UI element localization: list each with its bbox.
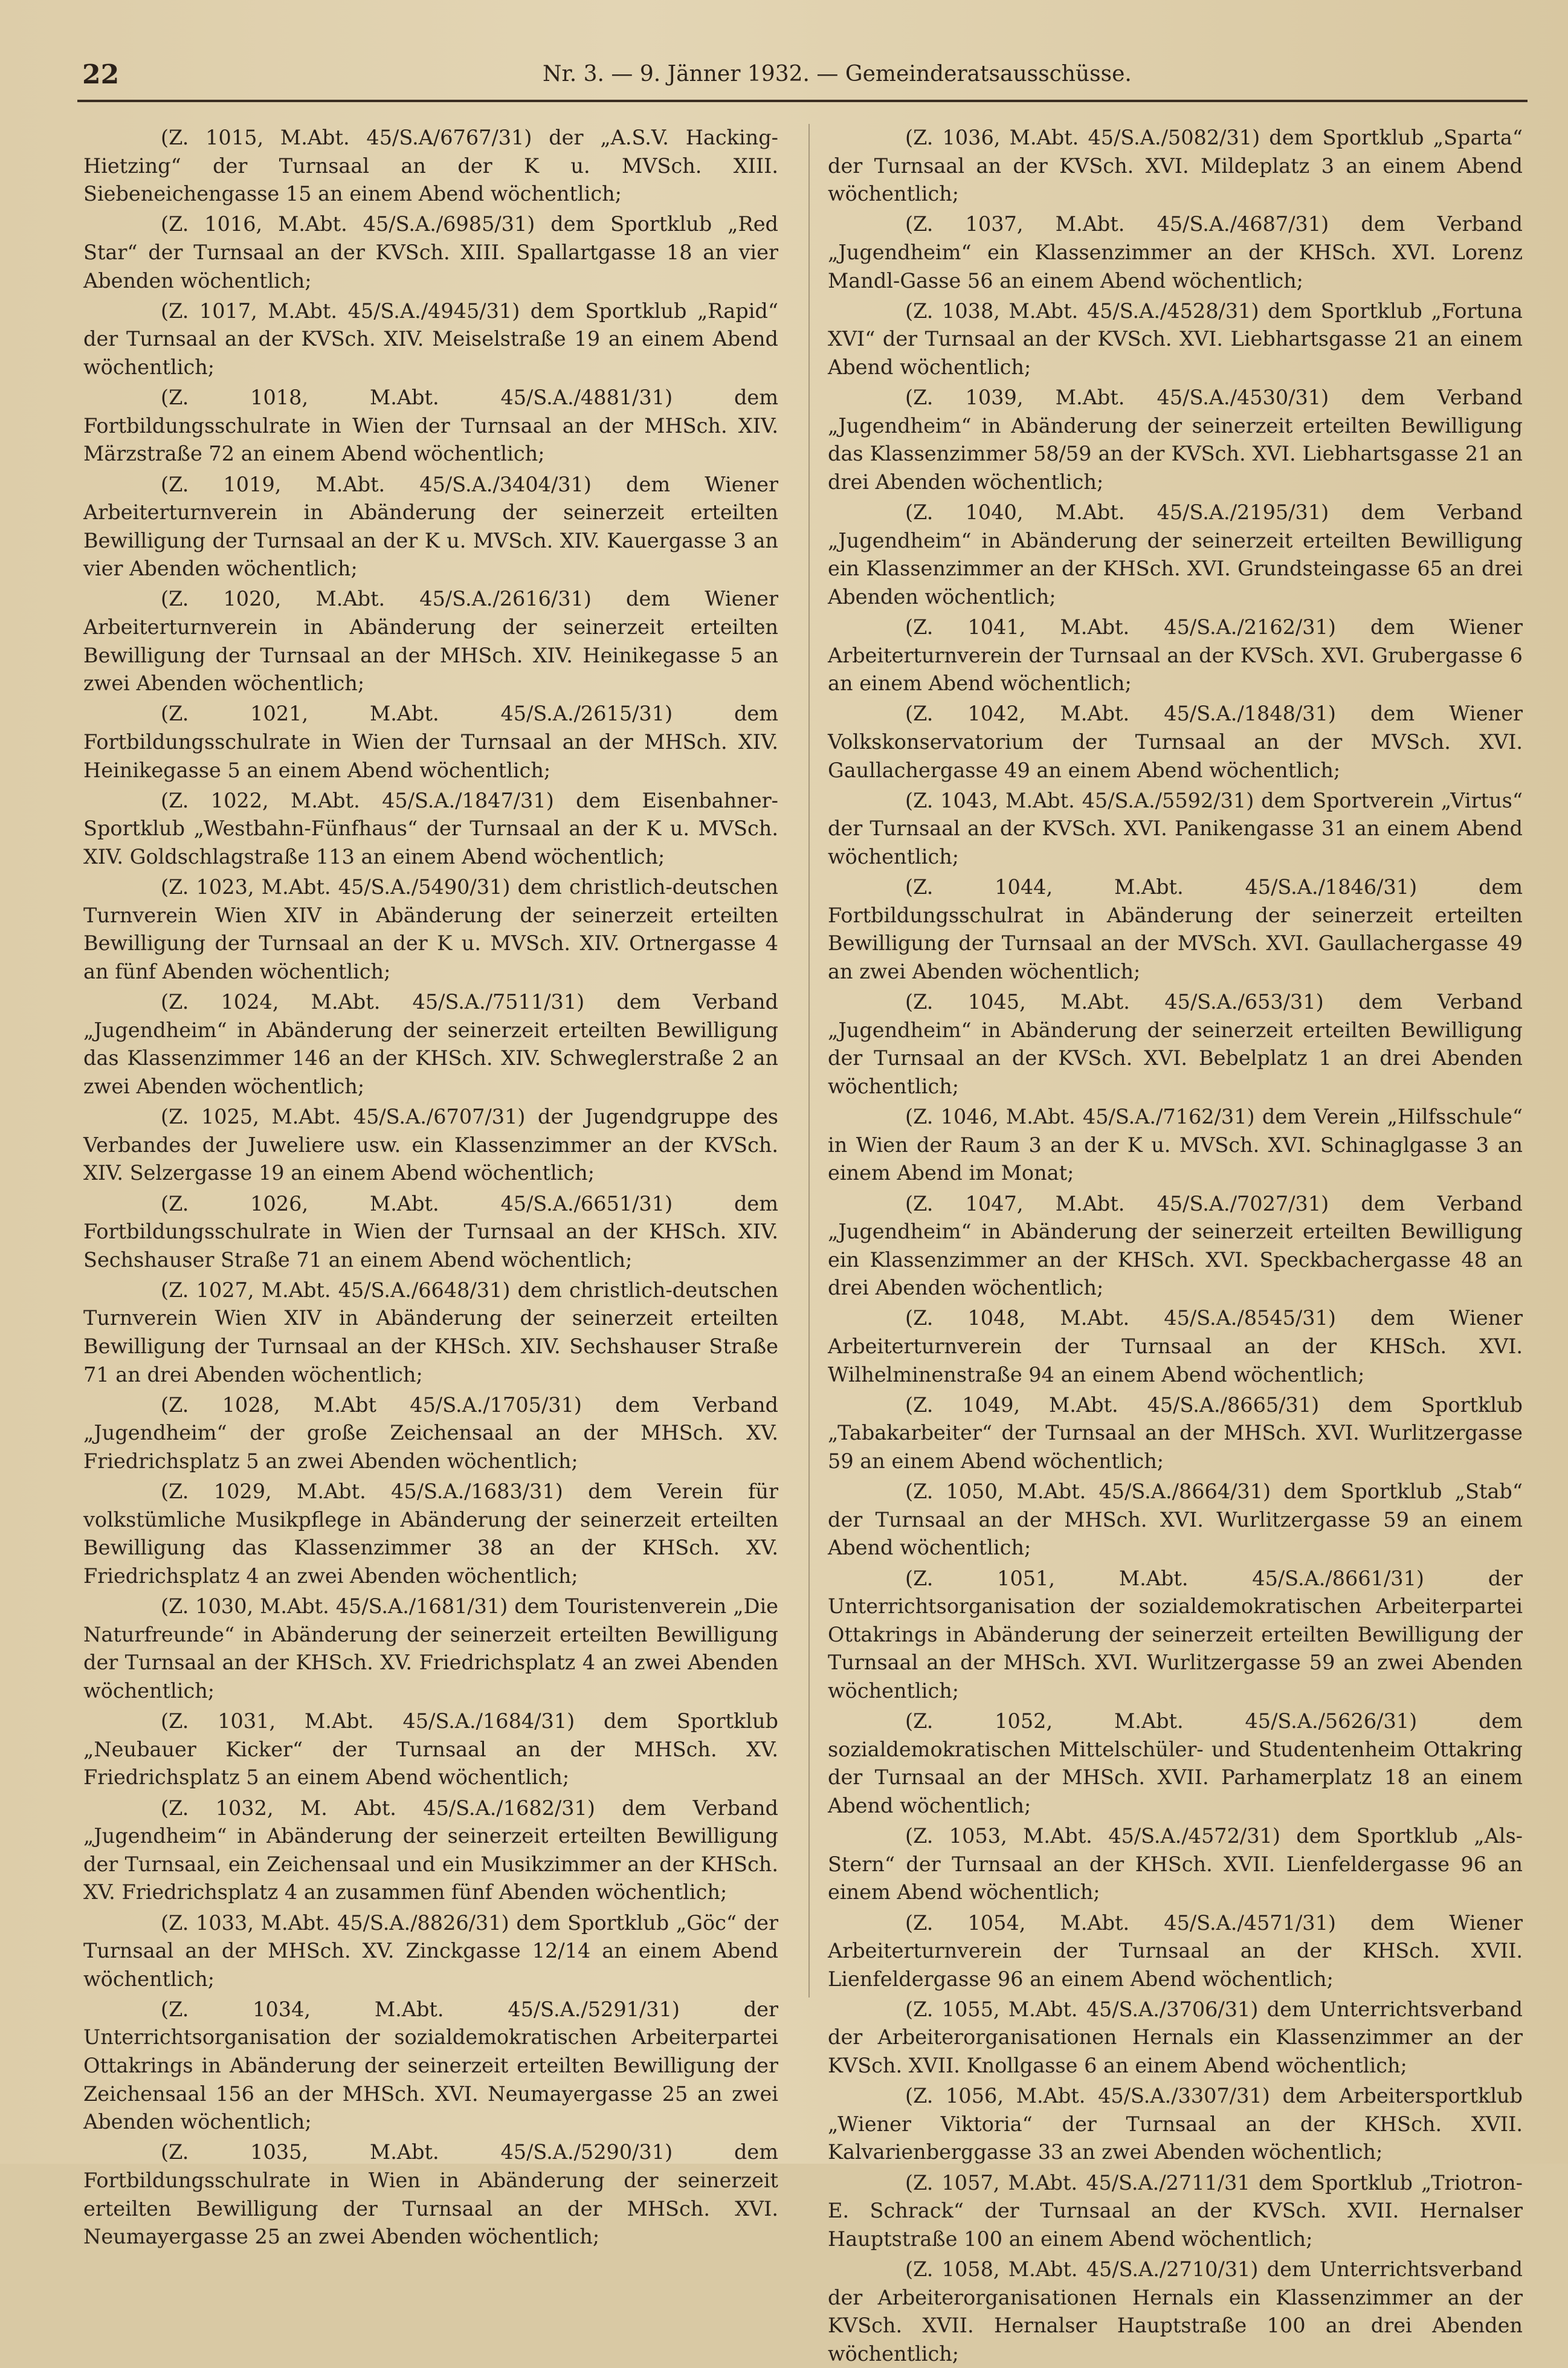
resolution-entry: (Z. 1052, M.Abt. 45/S.A./5626/31) dem sozialdemokratischen Mittelschüler- und Studentenheim Ottakring der Turnsaal an der MHSch. XVII. Parhamerplatz 18 an einem Abend wöchentlich;: [828, 1709, 1523, 1817]
resolution-entry: (Z. 1056, M.Abt. 45/S.A./3307/31) dem Arbeitersportklub „Wiener Viktoria“ der Turnsaal an der KHSch. XVII. Kalvarienberggasse 33 an zwei Abenden wöchentlich;: [828, 2084, 1523, 2164]
resolution-entry: (Z. 1030, M.Abt. 45/S.A./1681/31) dem Touristenverein „Die Naturfreunde“ in Abänderung der seinerzeit erteilten Bewilligung der Turnsaal an der KHSch. XV. Friedrichsplatz 4 an zwei Abenden wöchentlich;: [83, 1594, 778, 1703]
resolution-entry: (Z. 1018, M.Abt. 45/S.A./4881/31) dem Fortbildungsschulrate in Wien der Turnsaal an der MHSch. XIV. Märzstraße 72 an einem Abend wöchentlich;: [83, 386, 778, 466]
resolution-entry: (Z. 1024, M.Abt. 45/S.A./7511/31) dem Verband „Jugendheim“ in Abänderung der seinerzeit erteilten Bewilligung das Klassenzimmer 146 an der KHSch. XIV. Schweglerstraße 2 an zwei Abenden wöchentlich;: [83, 990, 778, 1098]
resolution-entry: (Z. 1039, M.Abt. 45/S.A./4530/31) dem Verband „Jugendheim“ in Abänderung der seinerzeit erteilten Bewilligung das Klassenzimmer 58/59 an der KVSch. XVI. Liebhartsgasse 21 an drei Abenden wöchentlich;: [828, 386, 1523, 494]
resolution-entry: (Z. 1050, M.Abt. 45/S.A./8664/31) dem Sportklub „Stab“ der Turnsaal an der MHSch. XVI. Wurlitzergasse 59 an einem Abend wöchentlich;: [828, 1480, 1523, 1560]
resolution-entry: (Z. 1046, M.Abt. 45/S.A./7162/31) dem Verein „Hilfsschule“ in Wien der Raum 3 an der K u. MVSch. XVI. Schinaglgasse 3 an einem Abend im Monat;: [828, 1105, 1523, 1185]
column-divider: [808, 124, 810, 1998]
resolution-entry: (Z. 1054, M.Abt. 45/S.A./4571/31) dem Wiener Arbeiterturnverein der Turnsaal an der KHSch. XVII. Lienfeldergasse 96 an einem Abend wöchentlich;: [828, 1910, 1523, 1991]
resolution-entry: (Z. 1021, M.Abt. 45/S.A./2615/31) dem Fortbildungsschulrate in Wien der Turnsaal an der MHSch. XIV. Heinikegasse 5 an einem Abend wöchentlich;: [83, 702, 778, 782]
resolution-entry: (Z. 1047, M.Abt. 45/S.A./7027/31) dem Verband „Jugendheim“ in Abänderung der seinerzeit erteilten Bewilligung ein Klassenzimmer an der KHSch. XVI. Speckbachergasse 48 an drei Abenden wöchentlich;: [828, 1191, 1523, 1300]
resolution-entry: (Z. 1034, M.Abt. 45/S.A./5291/31) der Unterrichtsorganisation der sozialdemokratischen Arbeiterpartei Ottakrings in Abänderung der seinerzeit erteilten Bewilligung der Zeichensaal 156 an der MHSch. XVI. Neumayergasse 25 an zwei Abenden wöchentlich;: [83, 1997, 778, 2134]
resolution-entry: (Z. 1016, M.Abt. 45/S.A./6985/31) dem Sportklub „Red Star“ der Turnsaal an der KVSch. XIII. Spallartgasse 18 an vier Abenden wöchentlich;: [83, 212, 778, 293]
header-rule: [77, 100, 1528, 102]
resolution-entry: (Z. 1053, M.Abt. 45/S.A./4572/31) dem Sportklub „Als-Stern“ der Turnsaal an der KHSch. XVII. Lienfeldergasse 96 an einem Abend wöchentlich;: [828, 1824, 1523, 1904]
resolution-entry: (Z. 1023, M.Abt. 45/S.A./5490/31) dem christlich-deutschen Turnverein Wien XIV in Abänderung der seinerzeit erteilten Bewilligung der Turnsaal an der K u. MVSch. XIV. Ortnergasse 4 an fünf Abenden wöchentlich;: [83, 875, 778, 983]
resolution-entry: (Z. 1038, M.Abt. 45/S.A./4528/31) dem Sportklub „Fortuna XVI“ der Turnsaal an der KVSch. XVI. Liebhartsgasse 21 an einem Abend wöchentlich;: [828, 299, 1523, 379]
resolution-entry: (Z. 1029, M.Abt. 45/S.A./1683/31) dem Verein für volkstümliche Musikpflege in Abänderung der seinerzeit erteilten Bewilligung das Klassenzimmer 38 an der KHSch. XV. Friedrichsplatz 4 an zwei Abenden wöchentlich;: [83, 1480, 778, 1588]
resolution-entry: (Z. 1040, M.Abt. 45/S.A./2195/31) dem Verband „Jugendheim“ in Abänderung der seinerzeit erteilten Bewilligung ein Klassenzimmer an der KHSch. XVI. Grundsteingasse 65 an drei Abenden wöchentlich;: [828, 500, 1523, 609]
resolution-entry: (Z. 1049, M.Abt. 45/S.A./8665/31) dem Sportklub „Tabakarbeiter“ der Turnsaal an der MHSch. XVI. Wurlitzergasse 59 an einem Abend wöchentlich;: [828, 1393, 1523, 1474]
page-number: 22: [82, 59, 120, 90]
resolution-entry: (Z. 1032, M. Abt. 45/S.A./1682/31) dem Verband „Jugendheim“ in Abänderung der seinerzeit erteilten Bewilligung der Turnsaal, ein Zeichensaal und ein Musikzimmer an der KHSch. XV. Friedrichsplatz 4 an zusammen fünf Abenden wöchentlich;: [83, 1796, 778, 1904]
resolution-entry: (Z. 1035, M.Abt. 45/S.A./5290/31) dem Fortbildungsschulrate in Wien in Abänderung der seinerzeit erteilten Bewilligung der Turnsaal an der MHSch. XVI. Neumayergasse 25 an zwei Abenden wöchentlich;: [83, 2140, 778, 2249]
resolution-entry: (Z. 1015, M.Abt. 45/S.A/6767/31) der „A.S.V. Hacking-Hietzing“ der Turnsaal an der K u. MVSch. XIII. Siebeneichengasse 15 an einem Abend wöchentlich;: [83, 126, 778, 206]
page-header: [77, 54, 1528, 97]
resolution-entry: (Z. 1057, M.Abt. 45/S.A./2711/31 dem Sportklub „Triotron-E. Schrack“ der Turnsaal an der KVSch. XVII. Hernalser Hauptstraße 100 an einem Abend wöchentlich;: [828, 2170, 1523, 2251]
resolution-entry: (Z. 1025, M.Abt. 45/S.A./6707/31) der Jugendgruppe des Verbandes der Juweliere usw. ein Klassenzimmer an der KVSch. XIV. Selzergasse 19 an einem Abend wöchentlich;: [83, 1105, 778, 1185]
resolution-entry: (Z. 1033, M.Abt. 45/S.A./8826/31) dem Sportklub „Göc“ der Turnsaal an der MHSch. XV. Zinckgasse 12/14 an einem Abend wöchentlich;: [83, 1910, 778, 1991]
resolution-entry: (Z. 1055, M.Abt. 45/S.A./3706/31) dem Unterrichtsverband der Arbeiterorganisationen Hernals ein Klassenzimmer an der KVSch. XVII. Knollgasse 6 an einem Abend wöchentlich;: [828, 1997, 1523, 2078]
resolution-entry: (Z. 1031, M.Abt. 45/S.A./1684/31) dem Sportklub „Neubauer Kicker“ der Turnsaal an der MHSch. XV. Friedrichsplatz 5 an einem Abend wöchentlich;: [83, 1709, 778, 1790]
left-column: [83, 124, 778, 2249]
resolution-entry: (Z. 1020, M.Abt. 45/S.A./2616/31) dem Wiener Arbeiterturnverein in Abänderung der seinerzeit erteilten Bewilligung der Turnsaal an der MHSch. XIV. Heinikegasse 5 an zwei Abenden wöchentlich;: [83, 587, 778, 696]
resolution-entry: (Z. 1037, M.Abt. 45/S.A./4687/31) dem Verband „Jugendheim“ ein Klassenzimmer an der KHSch. XVI. Lorenz Mandl-Gasse 56 an einem Abend wöchentlich;: [828, 212, 1523, 293]
resolution-entry: (Z. 1019, M.Abt. 45/S.A./3404/31) dem Wiener Arbeiterturnverein in Abänderung der seinerzeit erteilten Bewilligung der Turnsaal an der K u. MVSch. XIV. Kauergasse 3 an vier Abenden wöchentlich;: [83, 472, 778, 581]
resolution-entry: (Z. 1048, M.Abt. 45/S.A./8545/31) dem Wiener Arbeiterturnverein der Turnsaal an der KHSch. XVI. Wilhelminenstraße 94 an einem Abend wöchentlich;: [828, 1306, 1523, 1386]
resolution-entry: (Z. 1041, M.Abt. 45/S.A./2162/31) dem Wiener Arbeiterturnverein der Turnsaal an der KVSch. XVI. Grubergasse 6 an einem Abend wöchentlich;: [828, 615, 1523, 696]
resolution-entry: (Z. 1017, M.Abt. 45/S.A./4945/31) dem Sportklub „Rapid“ der Turnsaal an der KVSch. XIV. Meiselstraße 19 an einem Abend wöchentlich;: [83, 299, 778, 379]
resolution-entry: (Z. 1026, M.Abt. 45/S.A./6651/31) dem Fortbildungsschulrate in Wien der Turnsaal an der KHSch. XIV. Sechshauser Straße 71 an einem Abend wöchentlich;: [83, 1191, 778, 1272]
resolution-entry: (Z. 1058, M.Abt. 45/S.A./2710/31) dem Unterrichtsverband der Arbeiterorganisationen Hernals ein Klassenzimmer an der KVSch. XVII. Hernalser Hauptstraße 100 an drei Abenden wöchentlich;: [828, 2257, 1523, 2366]
right-column: [828, 124, 1523, 2366]
resolution-entry: (Z. 1036, M.Abt. 45/S.A./5082/31) dem Sportklub „Sparta“ der Turnsaal an der KVSch. XVI. Mildeplatz 3 an einem Abend wöchentlich;: [828, 126, 1523, 206]
resolution-entry: (Z. 1044, M.Abt. 45/S.A./1846/31) dem Fortbildungsschulrat in Abänderung der seinerzeit erteilten Bewilligung der Turnsaal an der MVSch. XVI. Gaullachergasse 49 an zwei Abenden wöchentlich;: [828, 875, 1523, 983]
resolution-entry: (Z. 1051, M.Abt. 45/S.A./8661/31) der Unterrichtsorganisation der sozialdemokratischen Arbeiterpartei Ottakrings in Abänderung der seinerzeit erteilten Bewilligung der Turnsaal an der MHSch. XVI. Wurlitzergasse 59 an zwei Abenden wöchentlich;: [828, 1566, 1523, 1703]
resolution-entry: (Z. 1027, M.Abt. 45/S.A./6648/31) dem christlich-deutschen Turnverein Wien XIV in Abänderung der seinerzeit erteilten Bewilligung der Turnsaal an der KHSch. XIV. Sechshauser Straße 71 an drei Abenden wöchentlich;: [83, 1278, 778, 1386]
resolution-entry: (Z. 1043, M.Abt. 45/S.A./5592/31) dem Sportverein „Virtus“ der Turnsaal an der KVSch. XVI. Panikengasse 31 an einem Abend wöchentlich;: [828, 788, 1523, 869]
resolution-entry: (Z. 1028, M.Abt 45/S.A./1705/31) dem Verband „Jugendheim“ der große Zeichensaal an der MHSch. XV. Friedrichsplatz 5 an zwei Abenden wöchentlich;: [83, 1393, 778, 1474]
resolution-entry: (Z. 1042, M.Abt. 45/S.A./1848/31) dem Wiener Volkskonservatorium der Turnsaal an der MVSch. XVI. Gaullachergasse 49 an einem Abend wöchentlich;: [828, 702, 1523, 782]
running-title: Nr. 3. — 9. Jänner 1932. — Gemeinderatsausschüsse.: [543, 62, 1132, 86]
resolution-entry: (Z. 1045, M.Abt. 45/S.A./653/31) dem Verband „Jugendheim“ in Abänderung der seinerzeit erteilten Bewilligung der Turnsaal an der KVSch. XVI. Bebelplatz 1 an drei Abenden wöchentlich;: [828, 990, 1523, 1098]
resolution-entry: (Z. 1022, M.Abt. 45/S.A./1847/31) dem Eisenbahner-Sportklub „Westbahn-Fünfhaus“ der Turnsaal an der K u. MVSch. XIV. Goldschlagstraße 113 an einem Abend wöchentlich;: [83, 788, 778, 869]
